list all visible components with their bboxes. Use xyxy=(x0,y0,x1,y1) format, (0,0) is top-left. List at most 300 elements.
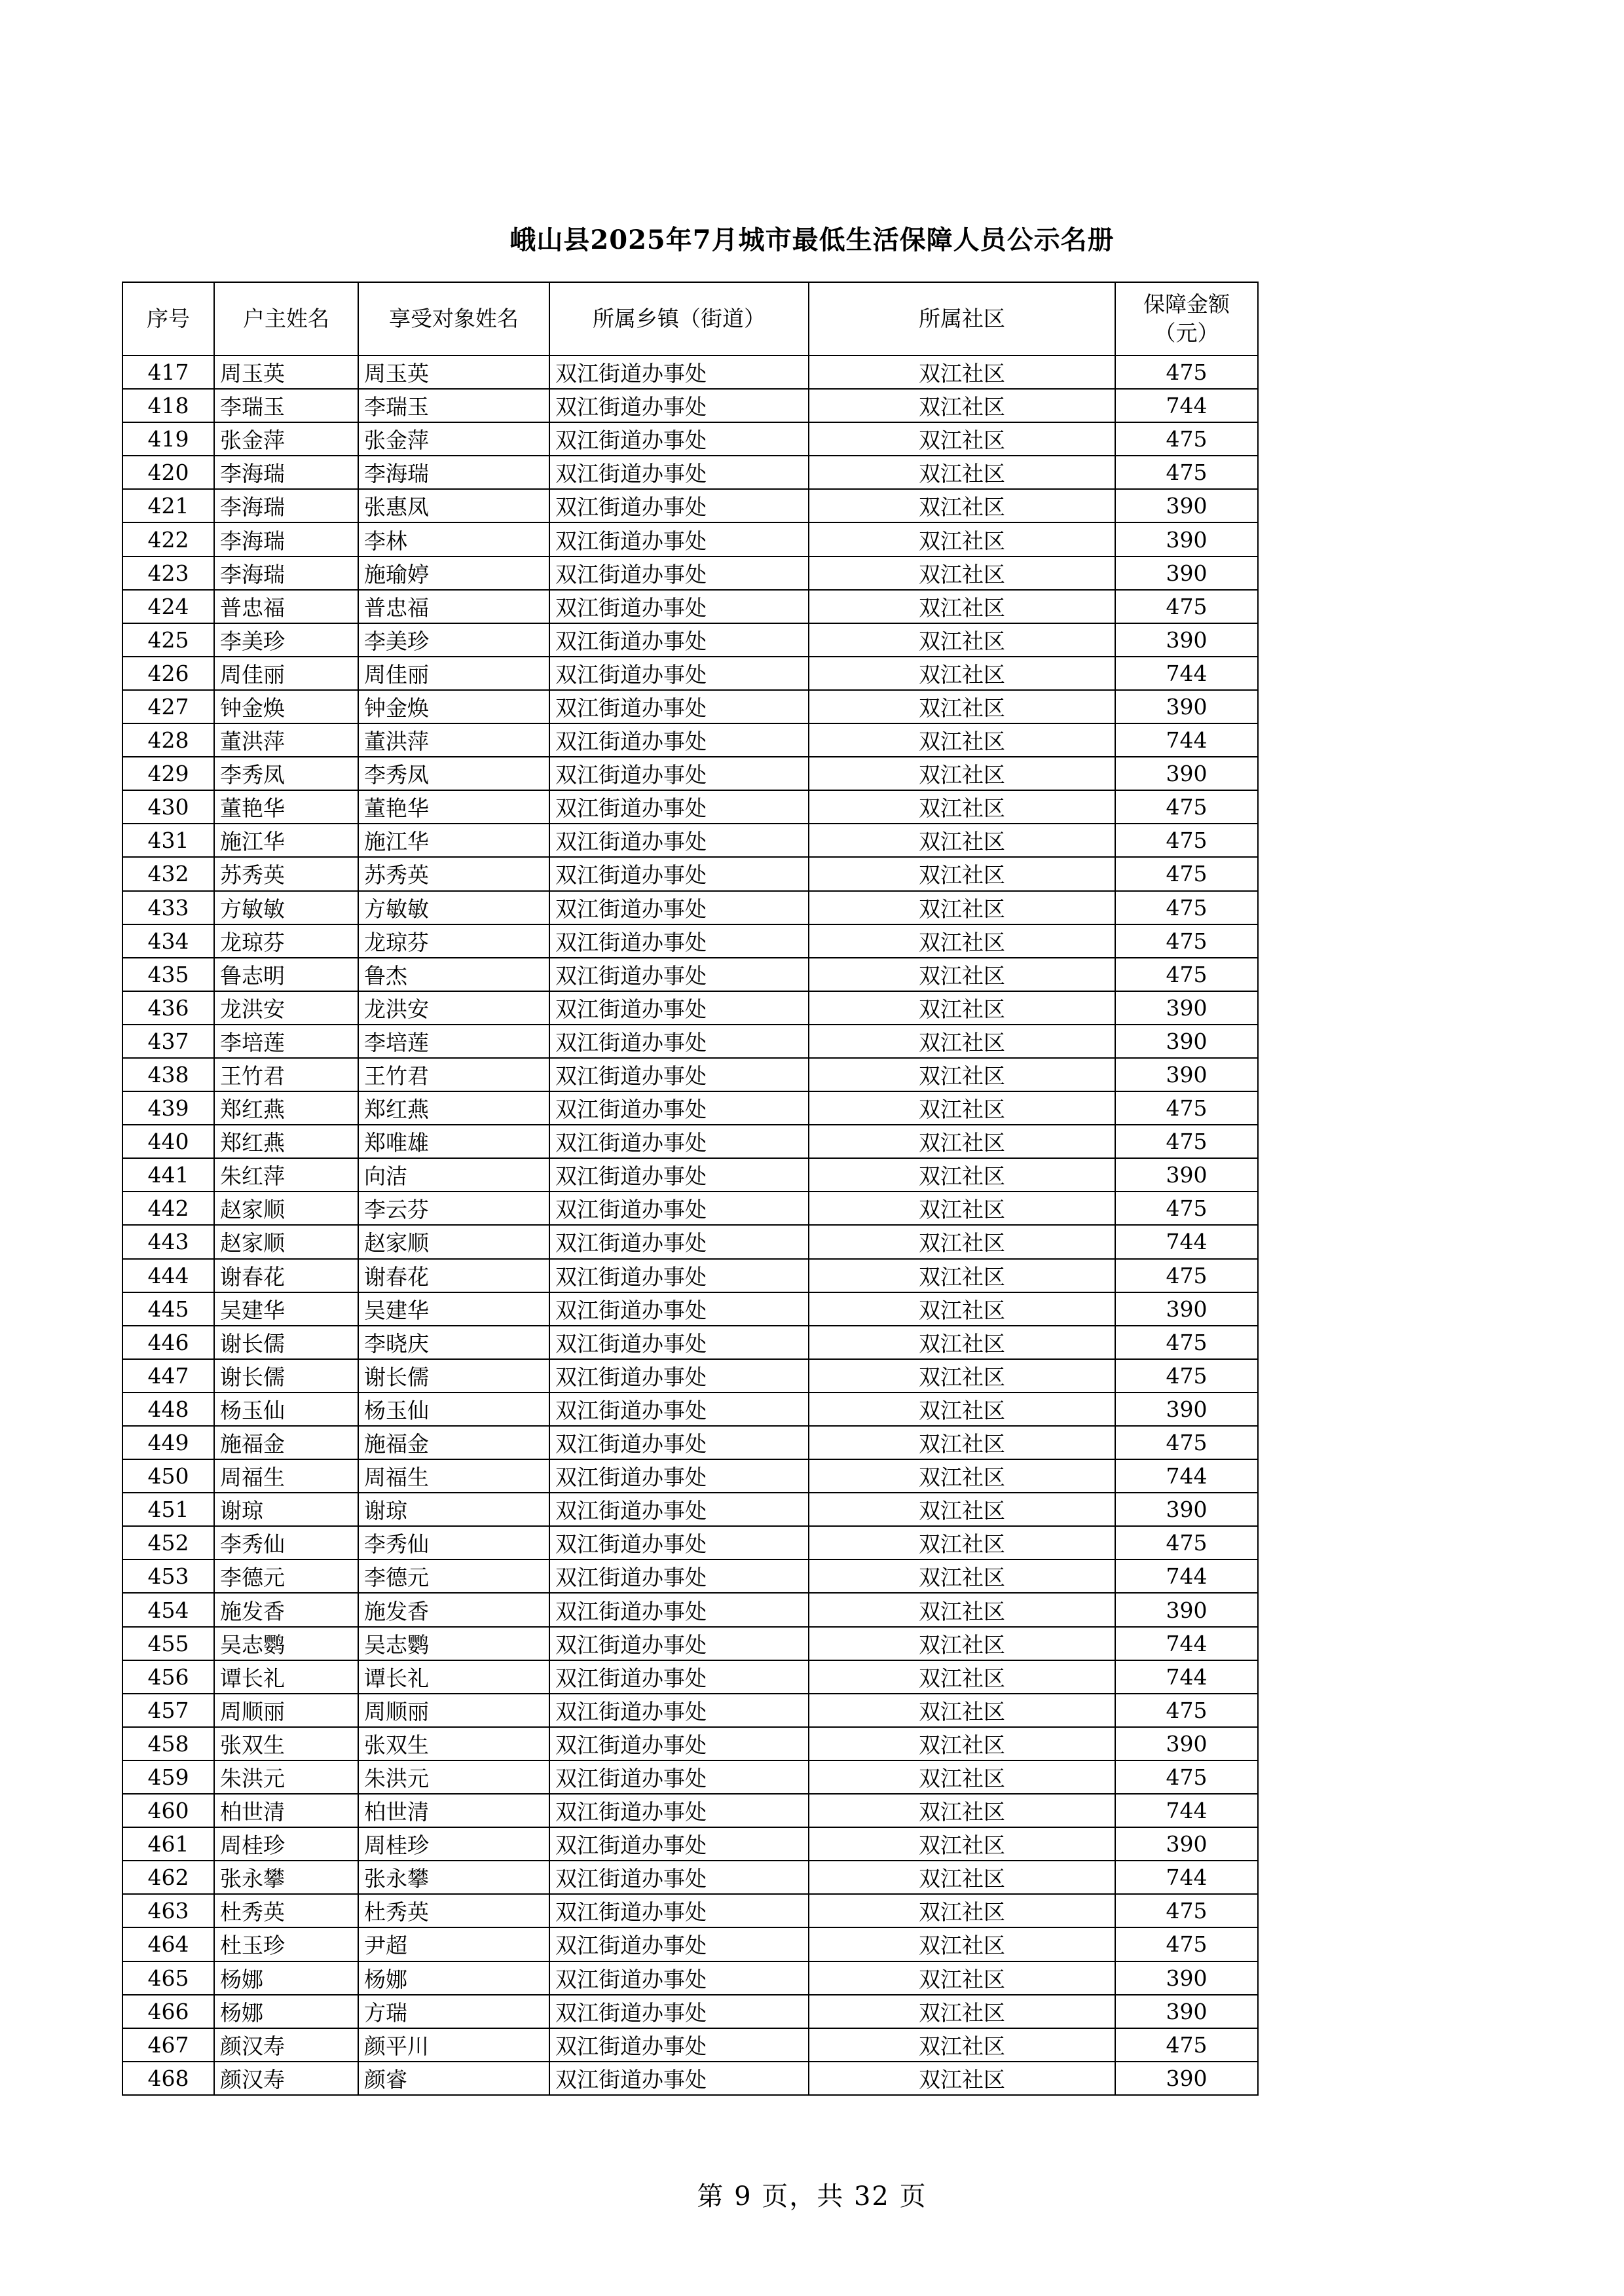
table-row xyxy=(122,1927,1258,1961)
cell-household-head: 谢春花 xyxy=(214,1259,358,1292)
cell-community: 双江社区 xyxy=(809,1426,1115,1459)
cell-street: 双江街道办事处 xyxy=(549,1526,809,1559)
cell-amount: 475 xyxy=(1115,1526,1258,1559)
table-row xyxy=(122,556,1258,590)
cell-household-head: 方敏敏 xyxy=(214,891,358,924)
cell-beneficiary: 李美珍 xyxy=(358,623,549,657)
cell-street: 双江街道办事处 xyxy=(549,1760,809,1794)
cell-household-head: 李秀仙 xyxy=(214,1526,358,1559)
cell-household-head: 李海瑞 xyxy=(214,456,358,489)
cell-community: 双江社区 xyxy=(809,924,1115,958)
cell-household-head: 颜汉寿 xyxy=(214,2028,358,2062)
cell-amount: 390 xyxy=(1115,1292,1258,1326)
cell-community: 双江社区 xyxy=(809,991,1115,1025)
cell-seq: 432 xyxy=(122,857,214,890)
cell-household-head: 杨玉仙 xyxy=(214,1393,358,1426)
cell-community: 双江社区 xyxy=(809,1861,1115,1894)
cell-beneficiary: 李林 xyxy=(358,522,549,556)
cell-seq: 453 xyxy=(122,1559,214,1593)
cell-street: 双江街道办事处 xyxy=(549,1158,809,1192)
cell-seq: 429 xyxy=(122,757,214,790)
cell-community: 双江社区 xyxy=(809,1192,1115,1225)
cell-amount: 744 xyxy=(1115,657,1258,690)
cell-amount: 475 xyxy=(1115,422,1258,456)
cell-street: 双江街道办事处 xyxy=(549,1694,809,1727)
cell-street: 双江街道办事处 xyxy=(549,1393,809,1426)
cell-seq: 457 xyxy=(122,1694,214,1727)
table-row xyxy=(122,857,1258,890)
cell-street: 双江街道办事处 xyxy=(549,623,809,657)
cell-beneficiary: 吴志鹦 xyxy=(358,1627,549,1660)
header-seq: 序号 xyxy=(122,282,214,355)
cell-street: 双江街道办事处 xyxy=(549,1359,809,1393)
cell-household-head: 李德元 xyxy=(214,1559,358,1593)
table-row xyxy=(122,1426,1258,1459)
cell-beneficiary: 钟金焕 xyxy=(358,690,549,723)
cell-household-head: 龙洪安 xyxy=(214,991,358,1025)
cell-beneficiary: 谭长礼 xyxy=(358,1660,549,1694)
cell-seq: 434 xyxy=(122,924,214,958)
cell-household-head: 周福生 xyxy=(214,1459,358,1493)
cell-household-head: 施发香 xyxy=(214,1593,358,1626)
cell-beneficiary: 郑红燕 xyxy=(358,1091,549,1125)
cell-street: 双江街道办事处 xyxy=(549,690,809,723)
cell-household-head: 朱洪元 xyxy=(214,1760,358,1794)
table-row xyxy=(122,757,1258,790)
cell-community: 双江社区 xyxy=(809,1058,1115,1091)
cell-beneficiary: 颜睿 xyxy=(358,2062,549,2095)
cell-community: 双江社区 xyxy=(809,2062,1115,2095)
cell-community: 双江社区 xyxy=(809,1995,1115,2028)
cell-beneficiary: 尹超 xyxy=(358,1927,549,1961)
cell-street: 双江街道办事处 xyxy=(549,1861,809,1894)
table-row xyxy=(122,1326,1258,1359)
cell-community: 双江社区 xyxy=(809,590,1115,623)
cell-community: 双江社区 xyxy=(809,1727,1115,1760)
table-row xyxy=(122,1091,1258,1125)
cell-amount: 390 xyxy=(1115,2062,1258,2095)
cell-seq: 460 xyxy=(122,1794,214,1827)
cell-amount: 390 xyxy=(1115,522,1258,556)
cell-street: 双江街道办事处 xyxy=(549,1827,809,1861)
cell-seq: 468 xyxy=(122,2062,214,2095)
cell-street: 双江街道办事处 xyxy=(549,389,809,422)
table-row xyxy=(122,690,1258,723)
table-row xyxy=(122,1058,1258,1091)
cell-household-head: 李秀凤 xyxy=(214,757,358,790)
cell-amount: 390 xyxy=(1115,623,1258,657)
cell-community: 双江社区 xyxy=(809,1393,1115,1426)
cell-community: 双江社区 xyxy=(809,1894,1115,1927)
cell-household-head: 苏秀英 xyxy=(214,857,358,890)
cell-community: 双江社区 xyxy=(809,1125,1115,1158)
cell-street: 双江街道办事处 xyxy=(549,1326,809,1359)
cell-street: 双江街道办事处 xyxy=(549,824,809,857)
cell-seq: 445 xyxy=(122,1292,214,1326)
cell-seq: 436 xyxy=(122,991,214,1025)
cell-community: 双江社区 xyxy=(809,1559,1115,1593)
table-row xyxy=(122,1526,1258,1559)
cell-household-head: 李海瑞 xyxy=(214,489,358,522)
cell-household-head: 谭长礼 xyxy=(214,1660,358,1694)
cell-household-head: 杜秀英 xyxy=(214,1894,358,1927)
table-row xyxy=(122,2062,1258,2095)
table-body xyxy=(122,355,1258,2095)
cell-street: 双江街道办事处 xyxy=(549,857,809,890)
cell-amount: 475 xyxy=(1115,456,1258,489)
cell-seq: 428 xyxy=(122,723,214,757)
cell-community: 双江社区 xyxy=(809,657,1115,690)
cell-beneficiary: 周顺丽 xyxy=(358,1694,549,1727)
cell-beneficiary: 方瑞 xyxy=(358,1995,549,2028)
cell-community: 双江社区 xyxy=(809,1694,1115,1727)
cell-street: 双江街道办事处 xyxy=(549,1292,809,1326)
table-row xyxy=(122,1559,1258,1593)
cell-household-head: 周桂珍 xyxy=(214,1827,358,1861)
cell-beneficiary: 张永攀 xyxy=(358,1861,549,1894)
table-row xyxy=(122,1995,1258,2028)
cell-seq: 430 xyxy=(122,790,214,824)
table-row xyxy=(122,1493,1258,1526)
cell-beneficiary: 向洁 xyxy=(358,1158,549,1192)
cell-amount: 475 xyxy=(1115,958,1258,991)
cell-community: 双江社区 xyxy=(809,958,1115,991)
cell-street: 双江街道办事处 xyxy=(549,1660,809,1694)
cell-beneficiary: 李培莲 xyxy=(358,1025,549,1058)
cell-household-head: 鲁志明 xyxy=(214,958,358,991)
cell-beneficiary: 施瑜婷 xyxy=(358,556,549,590)
cell-beneficiary: 李秀凤 xyxy=(358,757,549,790)
table-row xyxy=(122,991,1258,1025)
cell-household-head: 钟金焕 xyxy=(214,690,358,723)
cell-household-head: 谢琼 xyxy=(214,1493,358,1526)
cell-household-head: 周玉英 xyxy=(214,355,358,389)
cell-community: 双江社区 xyxy=(809,389,1115,422)
cell-amount: 390 xyxy=(1115,1025,1258,1058)
cell-amount: 390 xyxy=(1115,1393,1258,1426)
cell-seq: 455 xyxy=(122,1627,214,1660)
table-row xyxy=(122,1861,1258,1894)
cell-household-head: 吴建华 xyxy=(214,1292,358,1326)
page-footer: 第 9 页，共 32 页 xyxy=(697,2181,927,2212)
page-title: 峨山县2025年7月城市最低生活保障人员公示名册 xyxy=(509,225,1115,255)
cell-community: 双江社区 xyxy=(809,723,1115,757)
cell-street: 双江街道办事处 xyxy=(549,1627,809,1660)
cell-amount: 475 xyxy=(1115,824,1258,857)
table-row xyxy=(122,1593,1258,1626)
cell-beneficiary: 李秀仙 xyxy=(358,1526,549,1559)
cell-street: 双江街道办事处 xyxy=(549,1459,809,1493)
cell-street: 双江街道办事处 xyxy=(549,1894,809,1927)
table-row xyxy=(122,657,1258,690)
cell-beneficiary: 张金萍 xyxy=(358,422,549,456)
cell-household-head: 张永攀 xyxy=(214,1861,358,1894)
cell-amount: 475 xyxy=(1115,1760,1258,1794)
cell-street: 双江街道办事处 xyxy=(549,657,809,690)
cell-street: 双江街道办事处 xyxy=(549,790,809,824)
cell-beneficiary: 李晓庆 xyxy=(358,1326,549,1359)
cell-amount: 390 xyxy=(1115,1727,1258,1760)
cell-amount: 475 xyxy=(1115,924,1258,958)
cell-beneficiary: 鲁杰 xyxy=(358,958,549,991)
cell-street: 双江街道办事处 xyxy=(549,422,809,456)
cell-community: 双江社区 xyxy=(809,623,1115,657)
table-row xyxy=(122,723,1258,757)
cell-seq: 451 xyxy=(122,1493,214,1526)
table-row xyxy=(122,1794,1258,1827)
cell-beneficiary: 董洪萍 xyxy=(358,723,549,757)
cell-street: 双江街道办事处 xyxy=(549,1727,809,1760)
cell-beneficiary: 李云芬 xyxy=(358,1192,549,1225)
cell-street: 双江街道办事处 xyxy=(549,1593,809,1626)
cell-street: 双江街道办事处 xyxy=(549,757,809,790)
cell-community: 双江社区 xyxy=(809,757,1115,790)
cell-seq: 465 xyxy=(122,1961,214,1995)
cell-amount: 390 xyxy=(1115,757,1258,790)
cell-street: 双江街道办事处 xyxy=(549,522,809,556)
cell-street: 双江街道办事处 xyxy=(549,489,809,522)
table-row xyxy=(122,456,1258,489)
cell-street: 双江街道办事处 xyxy=(549,1091,809,1125)
header-household-head: 户主姓名 xyxy=(214,282,358,355)
table-row xyxy=(122,891,1258,924)
table-row xyxy=(122,1025,1258,1058)
cell-beneficiary: 柏世清 xyxy=(358,1794,549,1827)
table-row xyxy=(122,1694,1258,1727)
cell-amount: 475 xyxy=(1115,355,1258,389)
cell-seq: 466 xyxy=(122,1995,214,2028)
cell-community: 双江社区 xyxy=(809,1827,1115,1861)
cell-beneficiary: 苏秀英 xyxy=(358,857,549,890)
cell-household-head: 杜玉珍 xyxy=(214,1927,358,1961)
cell-beneficiary: 董艳华 xyxy=(358,790,549,824)
cell-amount: 475 xyxy=(1115,1192,1258,1225)
cell-community: 双江社区 xyxy=(809,1526,1115,1559)
cell-seq: 420 xyxy=(122,456,214,489)
cell-street: 双江街道办事处 xyxy=(549,1192,809,1225)
cell-amount: 744 xyxy=(1115,389,1258,422)
cell-seq: 446 xyxy=(122,1326,214,1359)
cell-amount: 475 xyxy=(1115,790,1258,824)
cell-household-head: 龙琼芬 xyxy=(214,924,358,958)
table-row xyxy=(122,824,1258,857)
cell-household-head: 谢长儒 xyxy=(214,1326,358,1359)
cell-amount: 390 xyxy=(1115,1961,1258,1995)
cell-seq: 450 xyxy=(122,1459,214,1493)
table-row xyxy=(122,590,1258,623)
cell-street: 双江街道办事处 xyxy=(549,723,809,757)
table-row xyxy=(122,389,1258,422)
cell-amount: 475 xyxy=(1115,1426,1258,1459)
cell-amount: 475 xyxy=(1115,857,1258,890)
cell-seq: 467 xyxy=(122,2028,214,2062)
cell-amount: 390 xyxy=(1115,1058,1258,1091)
cell-street: 双江街道办事处 xyxy=(549,924,809,958)
cell-street: 双江街道办事处 xyxy=(549,1225,809,1258)
cell-household-head: 周佳丽 xyxy=(214,657,358,690)
cell-household-head: 董艳华 xyxy=(214,790,358,824)
roster-table xyxy=(122,282,1259,2096)
cell-amount: 744 xyxy=(1115,1627,1258,1660)
table-row xyxy=(122,1760,1258,1794)
cell-beneficiary: 赵家顺 xyxy=(358,1225,549,1258)
cell-community: 双江社区 xyxy=(809,1158,1115,1192)
table-row xyxy=(122,790,1258,824)
cell-community: 双江社区 xyxy=(809,857,1115,890)
cell-seq: 449 xyxy=(122,1426,214,1459)
table-row xyxy=(122,1225,1258,1258)
table-header-row xyxy=(122,282,1258,355)
table-row xyxy=(122,2028,1258,2062)
header-street: 所属乡镇（街道） xyxy=(549,282,809,355)
cell-beneficiary: 谢春花 xyxy=(358,1259,549,1292)
cell-community: 双江社区 xyxy=(809,1259,1115,1292)
cell-community: 双江社区 xyxy=(809,1359,1115,1393)
cell-street: 双江街道办事处 xyxy=(549,355,809,389)
cell-household-head: 李瑞玉 xyxy=(214,389,358,422)
cell-amount: 475 xyxy=(1115,1125,1258,1158)
cell-community: 双江社区 xyxy=(809,1794,1115,1827)
cell-household-head: 张金萍 xyxy=(214,422,358,456)
table-row xyxy=(122,1727,1258,1760)
cell-seq: 452 xyxy=(122,1526,214,1559)
cell-community: 双江社区 xyxy=(809,690,1115,723)
header-amount-line1: 保障金额 xyxy=(1143,291,1230,317)
cell-community: 双江社区 xyxy=(809,1493,1115,1526)
cell-community: 双江社区 xyxy=(809,1225,1115,1258)
cell-amount: 390 xyxy=(1115,690,1258,723)
table-row xyxy=(122,1827,1258,1861)
cell-beneficiary: 李海瑞 xyxy=(358,456,549,489)
cell-household-head: 普忠福 xyxy=(214,590,358,623)
cell-street: 双江街道办事处 xyxy=(549,991,809,1025)
cell-seq: 456 xyxy=(122,1660,214,1694)
cell-amount: 475 xyxy=(1115,590,1258,623)
cell-seq: 422 xyxy=(122,522,214,556)
table-row xyxy=(122,522,1258,556)
table-row xyxy=(122,623,1258,657)
cell-seq: 459 xyxy=(122,1760,214,1794)
cell-seq: 437 xyxy=(122,1025,214,1058)
cell-community: 双江社区 xyxy=(809,522,1115,556)
cell-beneficiary: 杨玉仙 xyxy=(358,1393,549,1426)
cell-household-head: 施江华 xyxy=(214,824,358,857)
cell-community: 双江社区 xyxy=(809,1326,1115,1359)
cell-street: 双江街道办事处 xyxy=(549,1995,809,2028)
table-row xyxy=(122,1192,1258,1225)
cell-household-head: 赵家顺 xyxy=(214,1225,358,1258)
cell-beneficiary: 杨娜 xyxy=(358,1961,549,1995)
cell-seq: 461 xyxy=(122,1827,214,1861)
cell-community: 双江社区 xyxy=(809,1760,1115,1794)
cell-amount: 390 xyxy=(1115,489,1258,522)
cell-seq: 441 xyxy=(122,1158,214,1192)
cell-seq: 454 xyxy=(122,1593,214,1626)
cell-seq: 440 xyxy=(122,1125,214,1158)
cell-seq: 433 xyxy=(122,891,214,924)
cell-household-head: 李培莲 xyxy=(214,1025,358,1058)
cell-beneficiary: 郑唯雄 xyxy=(358,1125,549,1158)
cell-street: 双江街道办事处 xyxy=(549,1927,809,1961)
cell-community: 双江社区 xyxy=(809,790,1115,824)
cell-seq: 425 xyxy=(122,623,214,657)
cell-beneficiary: 颜平川 xyxy=(358,2028,549,2062)
cell-beneficiary: 施江华 xyxy=(358,824,549,857)
cell-seq: 427 xyxy=(122,690,214,723)
cell-amount: 390 xyxy=(1115,1593,1258,1626)
cell-community: 双江社区 xyxy=(809,1091,1115,1125)
cell-beneficiary: 谢长儒 xyxy=(358,1359,549,1393)
cell-street: 双江街道办事处 xyxy=(549,891,809,924)
cell-community: 双江社区 xyxy=(809,824,1115,857)
cell-amount: 390 xyxy=(1115,1827,1258,1861)
cell-household-head: 吴志鹦 xyxy=(214,1627,358,1660)
cell-amount: 744 xyxy=(1115,723,1258,757)
table-row xyxy=(122,924,1258,958)
cell-beneficiary: 周桂珍 xyxy=(358,1827,549,1861)
cell-amount: 390 xyxy=(1115,1995,1258,2028)
cell-amount: 475 xyxy=(1115,2028,1258,2062)
table-row xyxy=(122,1158,1258,1192)
cell-household-head: 朱红萍 xyxy=(214,1158,358,1192)
cell-street: 双江街道办事处 xyxy=(549,1961,809,1995)
cell-household-head: 赵家顺 xyxy=(214,1192,358,1225)
table-row xyxy=(122,1660,1258,1694)
table-row xyxy=(122,422,1258,456)
cell-amount: 744 xyxy=(1115,1660,1258,1694)
cell-community: 双江社区 xyxy=(809,1025,1115,1058)
cell-beneficiary: 朱洪元 xyxy=(358,1760,549,1794)
cell-community: 双江社区 xyxy=(809,891,1115,924)
cell-street: 双江街道办事处 xyxy=(549,1058,809,1091)
cell-community: 双江社区 xyxy=(809,422,1115,456)
cell-community: 双江社区 xyxy=(809,456,1115,489)
cell-seq: 419 xyxy=(122,422,214,456)
cell-street: 双江街道办事处 xyxy=(549,556,809,590)
cell-seq: 442 xyxy=(122,1192,214,1225)
header-amount xyxy=(1115,282,1258,355)
cell-beneficiary: 谢琼 xyxy=(358,1493,549,1526)
cell-beneficiary: 李德元 xyxy=(358,1559,549,1593)
cell-amount: 475 xyxy=(1115,1091,1258,1125)
header-beneficiary: 享受对象姓名 xyxy=(358,282,549,355)
cell-amount: 390 xyxy=(1115,556,1258,590)
cell-beneficiary: 吴建华 xyxy=(358,1292,549,1326)
table-row xyxy=(122,1894,1258,1927)
cell-seq: 431 xyxy=(122,824,214,857)
cell-beneficiary: 龙琼芬 xyxy=(358,924,549,958)
cell-community: 双江社区 xyxy=(809,1593,1115,1626)
table-row xyxy=(122,1359,1258,1393)
cell-street: 双江街道办事处 xyxy=(549,1426,809,1459)
cell-seq: 448 xyxy=(122,1393,214,1426)
cell-amount: 390 xyxy=(1115,1493,1258,1526)
cell-household-head: 李美珍 xyxy=(214,623,358,657)
table-row xyxy=(122,1292,1258,1326)
cell-beneficiary: 周玉英 xyxy=(358,355,549,389)
cell-household-head: 周顺丽 xyxy=(214,1694,358,1727)
cell-beneficiary: 李瑞玉 xyxy=(358,389,549,422)
table-row xyxy=(122,1961,1258,1995)
cell-seq: 439 xyxy=(122,1091,214,1125)
table-row xyxy=(122,958,1258,991)
cell-street: 双江街道办事处 xyxy=(549,1559,809,1593)
cell-household-head: 郑红燕 xyxy=(214,1091,358,1125)
cell-beneficiary: 方敏敏 xyxy=(358,891,549,924)
cell-beneficiary: 周佳丽 xyxy=(358,657,549,690)
table-row xyxy=(122,1125,1258,1158)
cell-amount: 475 xyxy=(1115,891,1258,924)
